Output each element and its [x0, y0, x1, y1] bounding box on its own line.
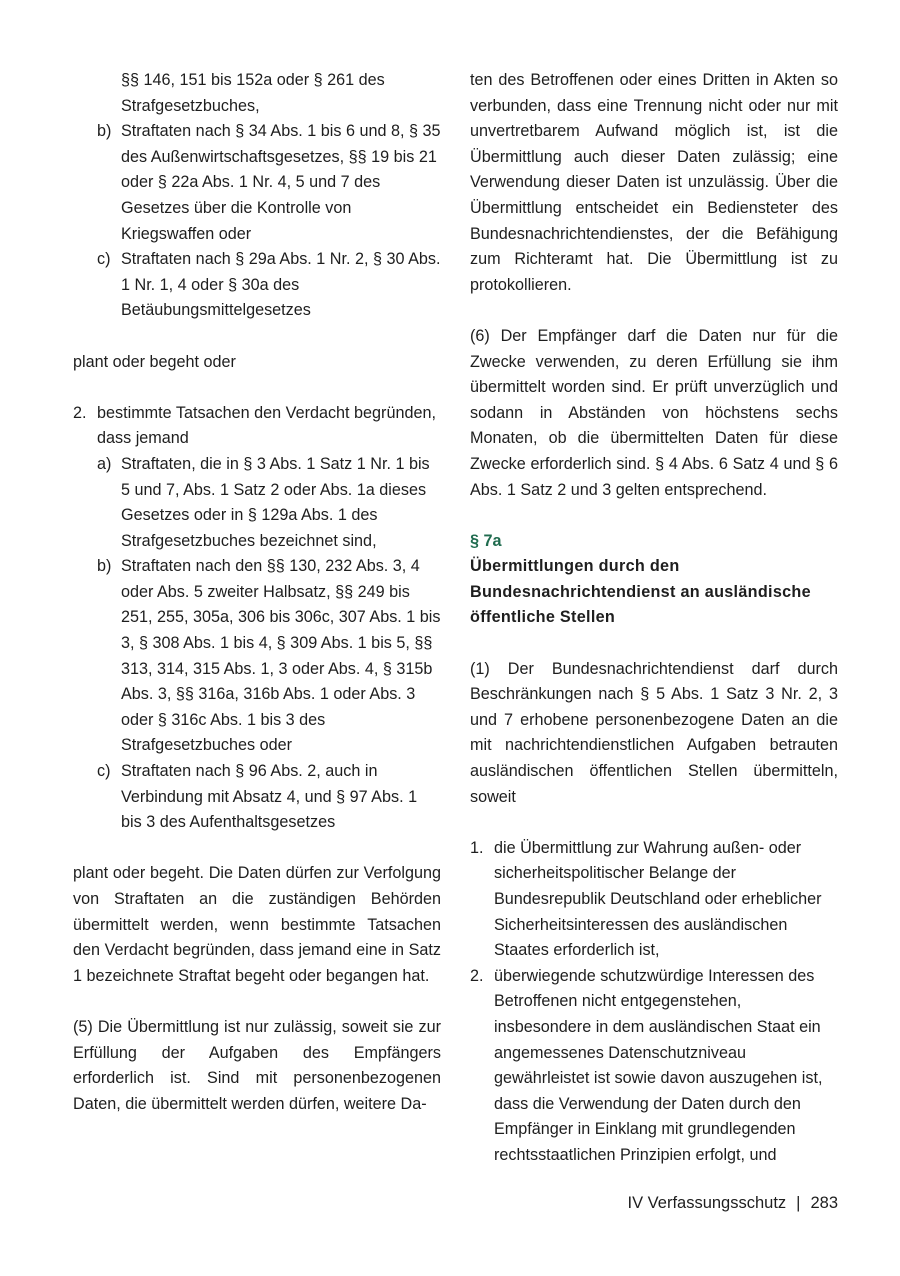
numbered-list: [73, 401, 441, 836]
list-marker: 2.: [470, 966, 484, 985]
list-marker: b): [97, 557, 112, 576]
right-column: [470, 68, 838, 1169]
list-marker: b): [97, 122, 112, 141]
list-item-c: [97, 247, 441, 324]
left-column: [73, 68, 441, 1117]
list-item-b: [97, 554, 441, 759]
page-number: 283: [810, 1194, 838, 1212]
continued-list-item: §§ 146, 151 bis 152a oder § 261 des Strafgesetzbuches,: [121, 71, 385, 115]
list-item-text: Straftaten nach § 29a Abs. 1 Nr. 2, § 30 Abs. 1 Nr. 1, 4 oder § 30a des Betäubungsmittelgesetzes: [121, 250, 441, 320]
list-marker: c): [97, 250, 111, 269]
list-item-text: Straftaten, die in § 3 Abs. 1 Satz 1 Nr. 1 bis 5 und 7, Abs. 1 Satz 2 oder Abs. 1a dieses Gesetzes oder in § 129a Abs. 1 des Strafgesetzbuches bezeichnet sind,: [121, 454, 430, 550]
list-marker: a): [97, 454, 112, 473]
list-item-text: überwiegende schutzwürdige Interessen des Betroffenen nicht entgegenstehen, insbesondere in dem ausländischen Staat ein angemessenes Datenschutzniveau gewährleistet ist sowie davon auszugehen ist, dass die Verwendung der Daten durch den Empfänger in Einklang mit grundlegenden rechtsstaatlichen Prinzipien erfolgt, und: [494, 966, 823, 1164]
list-item-text: die Übermittlung zur Wahrung außen- oder sicherheitspolitischer Belange der Bundesrepublik Deutschland oder erheblicher Sicherheitsinteressen des ausländischen Staates erforderlich ist,: [494, 838, 822, 960]
list-item-c: [97, 759, 441, 836]
section-number: § 7a: [470, 531, 502, 550]
list-marker: 2.: [73, 403, 87, 422]
paragraph-plant-oder-begeht-daten: plant oder begeht. Die Daten dürfen zur Verfolgung von Straftaten an die zuständigen Behörden übermittelt werden, wenn bestimmte Tatsachen den Verdacht begründen, dass jemand eine in Satz 1 bezeichnete Straftat begeht oder begangen hat.: [73, 864, 441, 985]
list-item-text: Straftaten nach § 96 Abs. 2, auch in Verbindung mit Absatz 4, und § 97 Abs. 1 bis 3 des Aufenthaltsgesetzes: [121, 762, 418, 832]
footer-separator: |: [796, 1194, 801, 1212]
paragraph-5-end: ten des Betroffenen oder eines Dritten in Akten so verbunden, dass eine Trennung nicht oder nur mit unvertretbarem Aufwand möglich ist, ist die Übermittlung auch dieser Daten zulässig; eine Verwendung dieser Daten ist unzulässig. Über die Übermittlung entscheidet ein Bediensteter des Bundesnachrichtendienstes, der die Befähigung zum Richteramt hat. Die Übermittlung ist zu protokollieren.: [470, 71, 838, 294]
list-marker: c): [97, 762, 111, 781]
letter-list-top: [73, 119, 441, 324]
section-numbered-list: [470, 836, 838, 1169]
chapter-title: IV Verfassungsschutz: [627, 1194, 787, 1212]
section-title: Übermittlungen durch den Bundesnachrichtendienst an ausländische öffentliche Stellen: [470, 557, 811, 627]
numbered-item-2: [73, 401, 441, 836]
list-item-text: bestimmte Tatsachen den Verdacht begründen, dass jemand: [97, 403, 436, 448]
numbered-item-1: [470, 836, 838, 964]
list-item-b: [97, 119, 441, 247]
paragraph-5-start: (5) Die Übermittlung ist nur zulässig, soweit sie zur Erfüllung der Aufgaben des Empfängers erforderlich ist. Sind mit personenbezogenen Daten, die übermittelt werden dürfen, weitere Da-: [73, 1017, 441, 1113]
section-paragraph-1: (1) Der Bundesnachrichtendienst darf durch Beschränkungen nach § 5 Abs. 1 Satz 3 Nr. 2, 3 und 7 erhobene personenbezogene Daten an die mit nachrichtendienstlichen Aufgaben betrauten ausländischen öffentlichen Stellen übermitteln, soweit: [470, 659, 838, 806]
paragraph-plant-oder-begeht: plant oder begeht oder: [73, 352, 236, 371]
list-item-a: [97, 452, 441, 554]
list-item-text: Straftaten nach den §§ 130, 232 Abs. 3, 4 oder Abs. 5 zweiter Halbsatz, §§ 249 bis 251, 255, 305a, 306 bis 306c, 307 Abs. 1 bis 3, § 308 Abs. 1 bis 4, § 309 Abs. 1 bis 5, §§ 313, 314, 315 Abs. 1, 3 oder Abs. 4, § 315b Abs. 3, §§ 316a, 316b Abs. 1 oder Abs. 3 oder § 316c Abs. 1 bis 3 des Strafgesetzbuches oder: [121, 557, 441, 755]
paragraph-6: (6) Der Empfänger darf die Daten nur für die Zwecke verwenden, zu deren Erfüllung sie ihm übermittelt worden sind. Er prüft unverzüglich und sodann in Abständen von höchstens sechs Monaten, ob die übermittelten Daten für diese Zwecke erforderlich sind. § 4 Abs. 6 Satz 4 und § 6 Abs. 1 Satz 2 und 3 gelten entsprechend.: [470, 326, 838, 499]
page-footer: [628, 1194, 839, 1213]
numbered-item-2: [470, 964, 838, 1169]
letter-list: [97, 452, 441, 836]
list-marker: 1.: [470, 838, 484, 857]
list-item-text: Straftaten nach § 34 Abs. 1 bis 6 und 8, § 35 des Außenwirtschaftsgesetzes, §§ 19 bis 21 oder § 22a Abs. 1 Nr. 4, 5 und 7 des Gesetzes über die Kontrolle von Kriegswaffen oder: [121, 122, 441, 243]
